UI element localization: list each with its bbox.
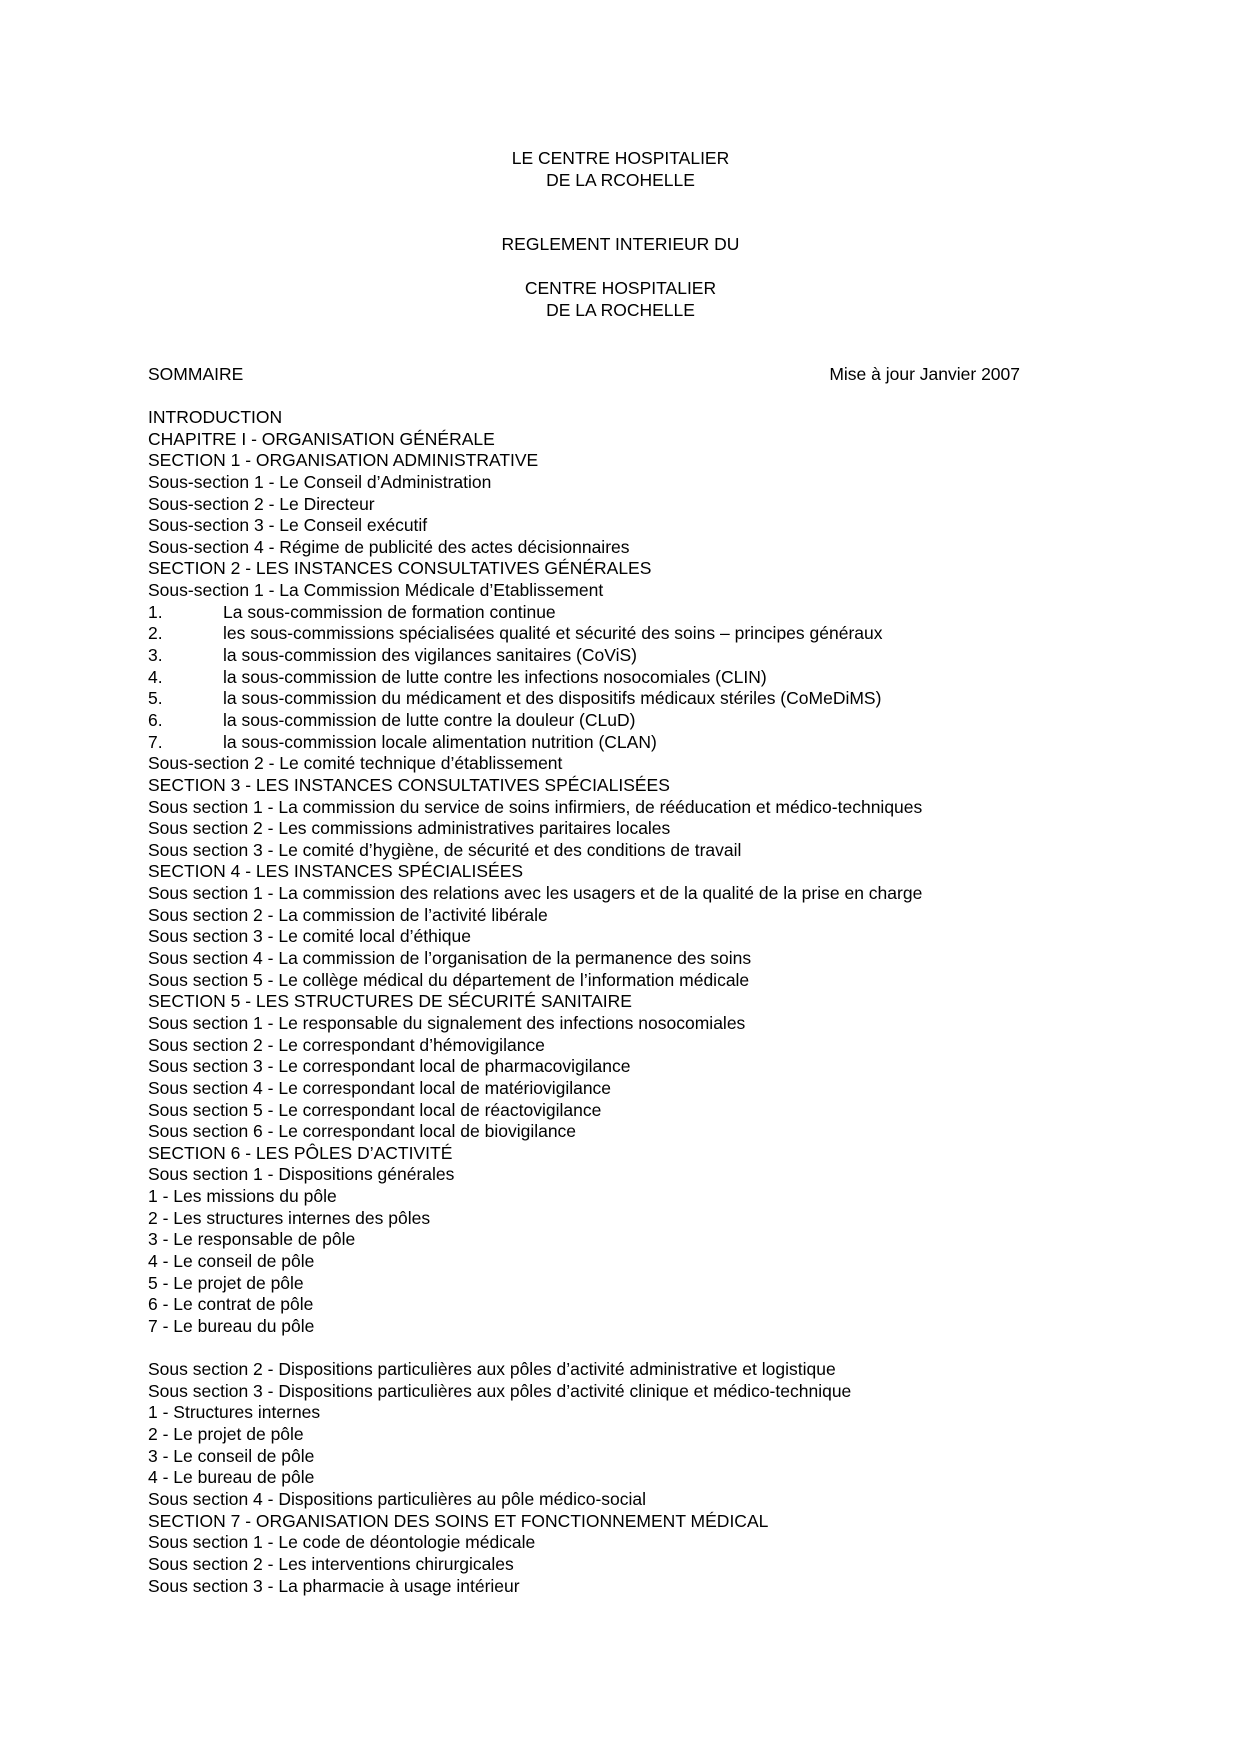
- toc-item: [148, 948, 1148, 970]
- toc-item: [148, 1078, 1148, 1100]
- title-line-1: REGLEMENT INTERIEUR DU: [501, 234, 740, 254]
- toc-item: [148, 602, 1148, 624]
- toc-item: [148, 861, 1148, 883]
- toc-item-text: Sous section 2 - Dispositions particulières aux pôles d’activité administrative et logistique: [148, 1359, 836, 1380]
- toc-item: [148, 753, 1148, 775]
- toc-item: [148, 667, 1148, 689]
- toc-item: [148, 1208, 1148, 1230]
- toc-item-text: 4 - Le bureau de pôle: [148, 1467, 315, 1488]
- toc-item-text: la sous-commission du médicament et des dispositifs médicaux stériles (CoMeDiMS): [223, 688, 882, 709]
- toc-item: [148, 1164, 1148, 1186]
- toc-item-text: Sous-section 1 - Le Conseil d’Administration: [148, 471, 492, 492]
- toc-item: [148, 580, 1148, 602]
- toc-item-text: Sous section 2 - Le correspondant d’hémovigilance: [148, 1034, 545, 1055]
- toc-item: [148, 1489, 1148, 1511]
- toc-item-text: Sous section 4 - Le correspondant local de matériovigilance: [148, 1077, 612, 1098]
- toc-item: [148, 472, 1148, 494]
- toc-item-text: Sous section 4 - Dispositions particulières au pôle médico-social: [148, 1489, 647, 1510]
- toc-item-text: Sous section 2 - Les commissions administratives paritaires locales: [148, 818, 671, 839]
- toc-item: [148, 1186, 1148, 1208]
- toc-item: [148, 732, 1148, 754]
- toc-item: [148, 991, 1148, 1013]
- toc-item: [148, 840, 1148, 862]
- document-subtitle: [0, 277, 1241, 321]
- toc-item-text: 6 - Le contrat de pôle: [148, 1294, 314, 1315]
- toc-item-text: Sous section 5 - Le collège médical du département de l’information médicale: [148, 969, 750, 990]
- toc-item: [148, 710, 1148, 732]
- toc-item-text: Sous section 2 - Les interventions chirurgicales: [148, 1553, 514, 1574]
- toc-item-text: 5 - Le projet de pôle: [148, 1272, 304, 1293]
- table-of-contents: [148, 407, 1148, 1597]
- toc-item-text: Sous-section 3 - Le Conseil exécutif: [148, 515, 428, 536]
- toc-item-text: Sous section 3 - Le comité local d’éthique: [148, 926, 471, 947]
- toc-item: [148, 1381, 1148, 1403]
- update-date: Mise à jour Janvier 2007: [829, 364, 1020, 384]
- toc-item: [148, 818, 1148, 840]
- toc-item-text: CHAPITRE I - ORGANISATION GÉNÉRALE: [148, 428, 495, 449]
- toc-item: [148, 1294, 1148, 1316]
- toc-item-text: SECTION 7 - ORGANISATION DES SOINS ET FONCTIONNEMENT MÉDICAL: [148, 1510, 769, 1531]
- toc-item: [148, 926, 1148, 948]
- toc-item: [148, 537, 1148, 559]
- toc-item-text: INTRODUCTION: [148, 407, 283, 427]
- title-line-2: CENTRE HOSPITALIER: [524, 278, 717, 298]
- toc-item-text: Sous section 1 - Le responsable du signalement des infections nosocomiales: [148, 1012, 746, 1033]
- toc-item-text: Sous section 1 - Le code de déontologie médicale: [148, 1532, 536, 1553]
- toc-item-text: Sous-section 2 - Le Directeur: [148, 493, 375, 514]
- toc-item: [148, 1273, 1148, 1295]
- toc-item-text: SECTION 6 - LES PÔLES D’ACTIVITÉ: [148, 1142, 453, 1163]
- toc-item-text: SECTION 2 - LES INSTANCES CONSULTATIVES GÉNÉRALES: [148, 558, 652, 579]
- summary-label: SOMMAIRE: [148, 364, 244, 384]
- toc-item: [148, 645, 1148, 667]
- toc-item-number: 7.: [148, 731, 163, 752]
- toc-item: [148, 450, 1148, 472]
- toc-item: [148, 775, 1148, 797]
- toc-item-text: Sous section 4 - La commission de l’organisation de la permanence des soins: [148, 948, 752, 969]
- toc-item: [148, 1402, 1148, 1424]
- toc-item-text: SECTION 4 - LES INSTANCES SPÉCIALISÉES: [148, 861, 524, 882]
- toc-item: [148, 623, 1148, 645]
- toc-item-text: la sous-commission de lutte contre la douleur (CLuD): [223, 709, 636, 730]
- toc-item-text: La sous-commission de formation continue: [223, 601, 556, 622]
- toc-item-number: 4.: [148, 666, 163, 687]
- toc-item-text: Sous-section 4 - Régime de publicité des actes décisionnaires: [148, 536, 630, 557]
- toc-item: [148, 429, 1148, 451]
- toc-item: [148, 1143, 1148, 1165]
- toc-item-text: les sous-commissions spécialisées qualité et sécurité des soins – principes généraux: [223, 623, 883, 644]
- toc-item-text: Sous section 1 - La commission des relations avec les usagers et de la qualité de la prise en charge: [148, 883, 923, 904]
- toc-item-text: SECTION 5 - LES STRUCTURES DE SÉCURITÉ SANITAIRE: [148, 991, 632, 1012]
- toc-item: [148, 797, 1148, 819]
- toc-item: [148, 558, 1148, 580]
- toc-item: [148, 1100, 1148, 1122]
- toc-item-number: 3.: [148, 645, 163, 666]
- toc-item: [148, 1511, 1148, 1533]
- toc-item-text: la sous-commission des vigilances sanitaires (CoViS): [223, 645, 638, 666]
- toc-item-number: 2.: [148, 623, 163, 644]
- toc-item-text: Sous-section 2 - Le comité technique d’établissement: [148, 753, 563, 774]
- toc-item: [148, 688, 1148, 710]
- toc-item: [148, 1576, 1148, 1598]
- toc-item: [148, 905, 1148, 927]
- toc-item-number: 5.: [148, 688, 163, 709]
- toc-item-text: Sous section 1 - Dispositions générales: [148, 1164, 455, 1185]
- toc-item: [148, 1338, 1148, 1360]
- toc-item-text: la sous-commission locale alimentation nutrition (CLAN): [223, 731, 657, 752]
- toc-item-text: Sous section 3 - Le comité d’hygiène, de sécurité et des conditions de travail: [148, 839, 742, 860]
- toc-item: [148, 1359, 1148, 1381]
- toc-item-text: 4 - Le conseil de pôle: [148, 1250, 315, 1271]
- title-line-3: DE LA ROCHELLE: [546, 300, 695, 320]
- toc-item: [148, 1013, 1148, 1035]
- document-title: [0, 233, 1241, 255]
- toc-item: [148, 407, 1148, 429]
- toc-item-text: 2 - Le projet de pôle: [148, 1424, 304, 1445]
- toc-item: [148, 1035, 1148, 1057]
- toc-item-text: Sous section 5 - Le correspondant local de réactovigilance: [148, 1099, 602, 1120]
- toc-item: [148, 1229, 1148, 1251]
- toc-item: [148, 1532, 1148, 1554]
- org-line-2: DE LA RCOHELLE: [546, 170, 695, 190]
- toc-item-number: 1.: [148, 601, 163, 622]
- toc-item-text: 7 - Le bureau du pôle: [148, 1315, 315, 1336]
- toc-item-text: Sous section 2 - La commission de l’activité libérale: [148, 904, 548, 925]
- toc-item-text: SECTION 3 - LES INSTANCES CONSULTATIVES SPÉCIALISÉES: [148, 774, 670, 795]
- toc-item: [148, 1121, 1148, 1143]
- toc-item-text: Sous section 3 - Dispositions particulières aux pôles d’activité clinique et médico-technique: [148, 1380, 852, 1401]
- toc-item: [148, 1467, 1148, 1489]
- toc-item: [148, 1056, 1148, 1078]
- org-line-1: LE CENTRE HOSPITALIER: [511, 148, 730, 168]
- toc-item-text: 1 - Les missions du pôle: [148, 1186, 337, 1207]
- toc-item-text: 1 - Structures internes: [148, 1402, 321, 1423]
- toc-item-text: 3 - Le responsable de pôle: [148, 1229, 356, 1250]
- toc-item: [148, 515, 1148, 537]
- toc-item-text: SECTION 1 - ORGANISATION ADMINISTRATIVE: [148, 450, 539, 471]
- toc-item-text: 2 - Les structures internes des pôles: [148, 1207, 431, 1228]
- toc-item: [148, 1251, 1148, 1273]
- toc-item: [148, 1316, 1148, 1338]
- toc-item: [148, 970, 1148, 992]
- toc-item-text: Sous section 3 - Le correspondant local de pharmacovigilance: [148, 1056, 631, 1077]
- organization-header: [0, 147, 1241, 191]
- toc-item-text: Sous section 6 - Le correspondant local de biovigilance: [148, 1121, 577, 1142]
- toc-item-text: Sous-section 1 - La Commission Médicale d’Etablissement: [148, 580, 604, 601]
- toc-item: [148, 1446, 1148, 1468]
- toc-item-text: Sous section 1 - La commission du service de soins infirmiers, de rééducation et médico-techniques: [148, 796, 923, 817]
- toc-item: [148, 494, 1148, 516]
- toc-item-text: 3 - Le conseil de pôle: [148, 1445, 315, 1466]
- toc-item: [148, 1424, 1148, 1446]
- toc-item-text: la sous-commission de lutte contre les infections nosocomiales (CLIN): [223, 666, 767, 687]
- toc-item-number: 6.: [148, 709, 163, 730]
- toc-item-text: Sous section 3 - La pharmacie à usage intérieur: [148, 1575, 520, 1596]
- toc-item: [148, 883, 1148, 905]
- toc-item: [148, 1554, 1148, 1576]
